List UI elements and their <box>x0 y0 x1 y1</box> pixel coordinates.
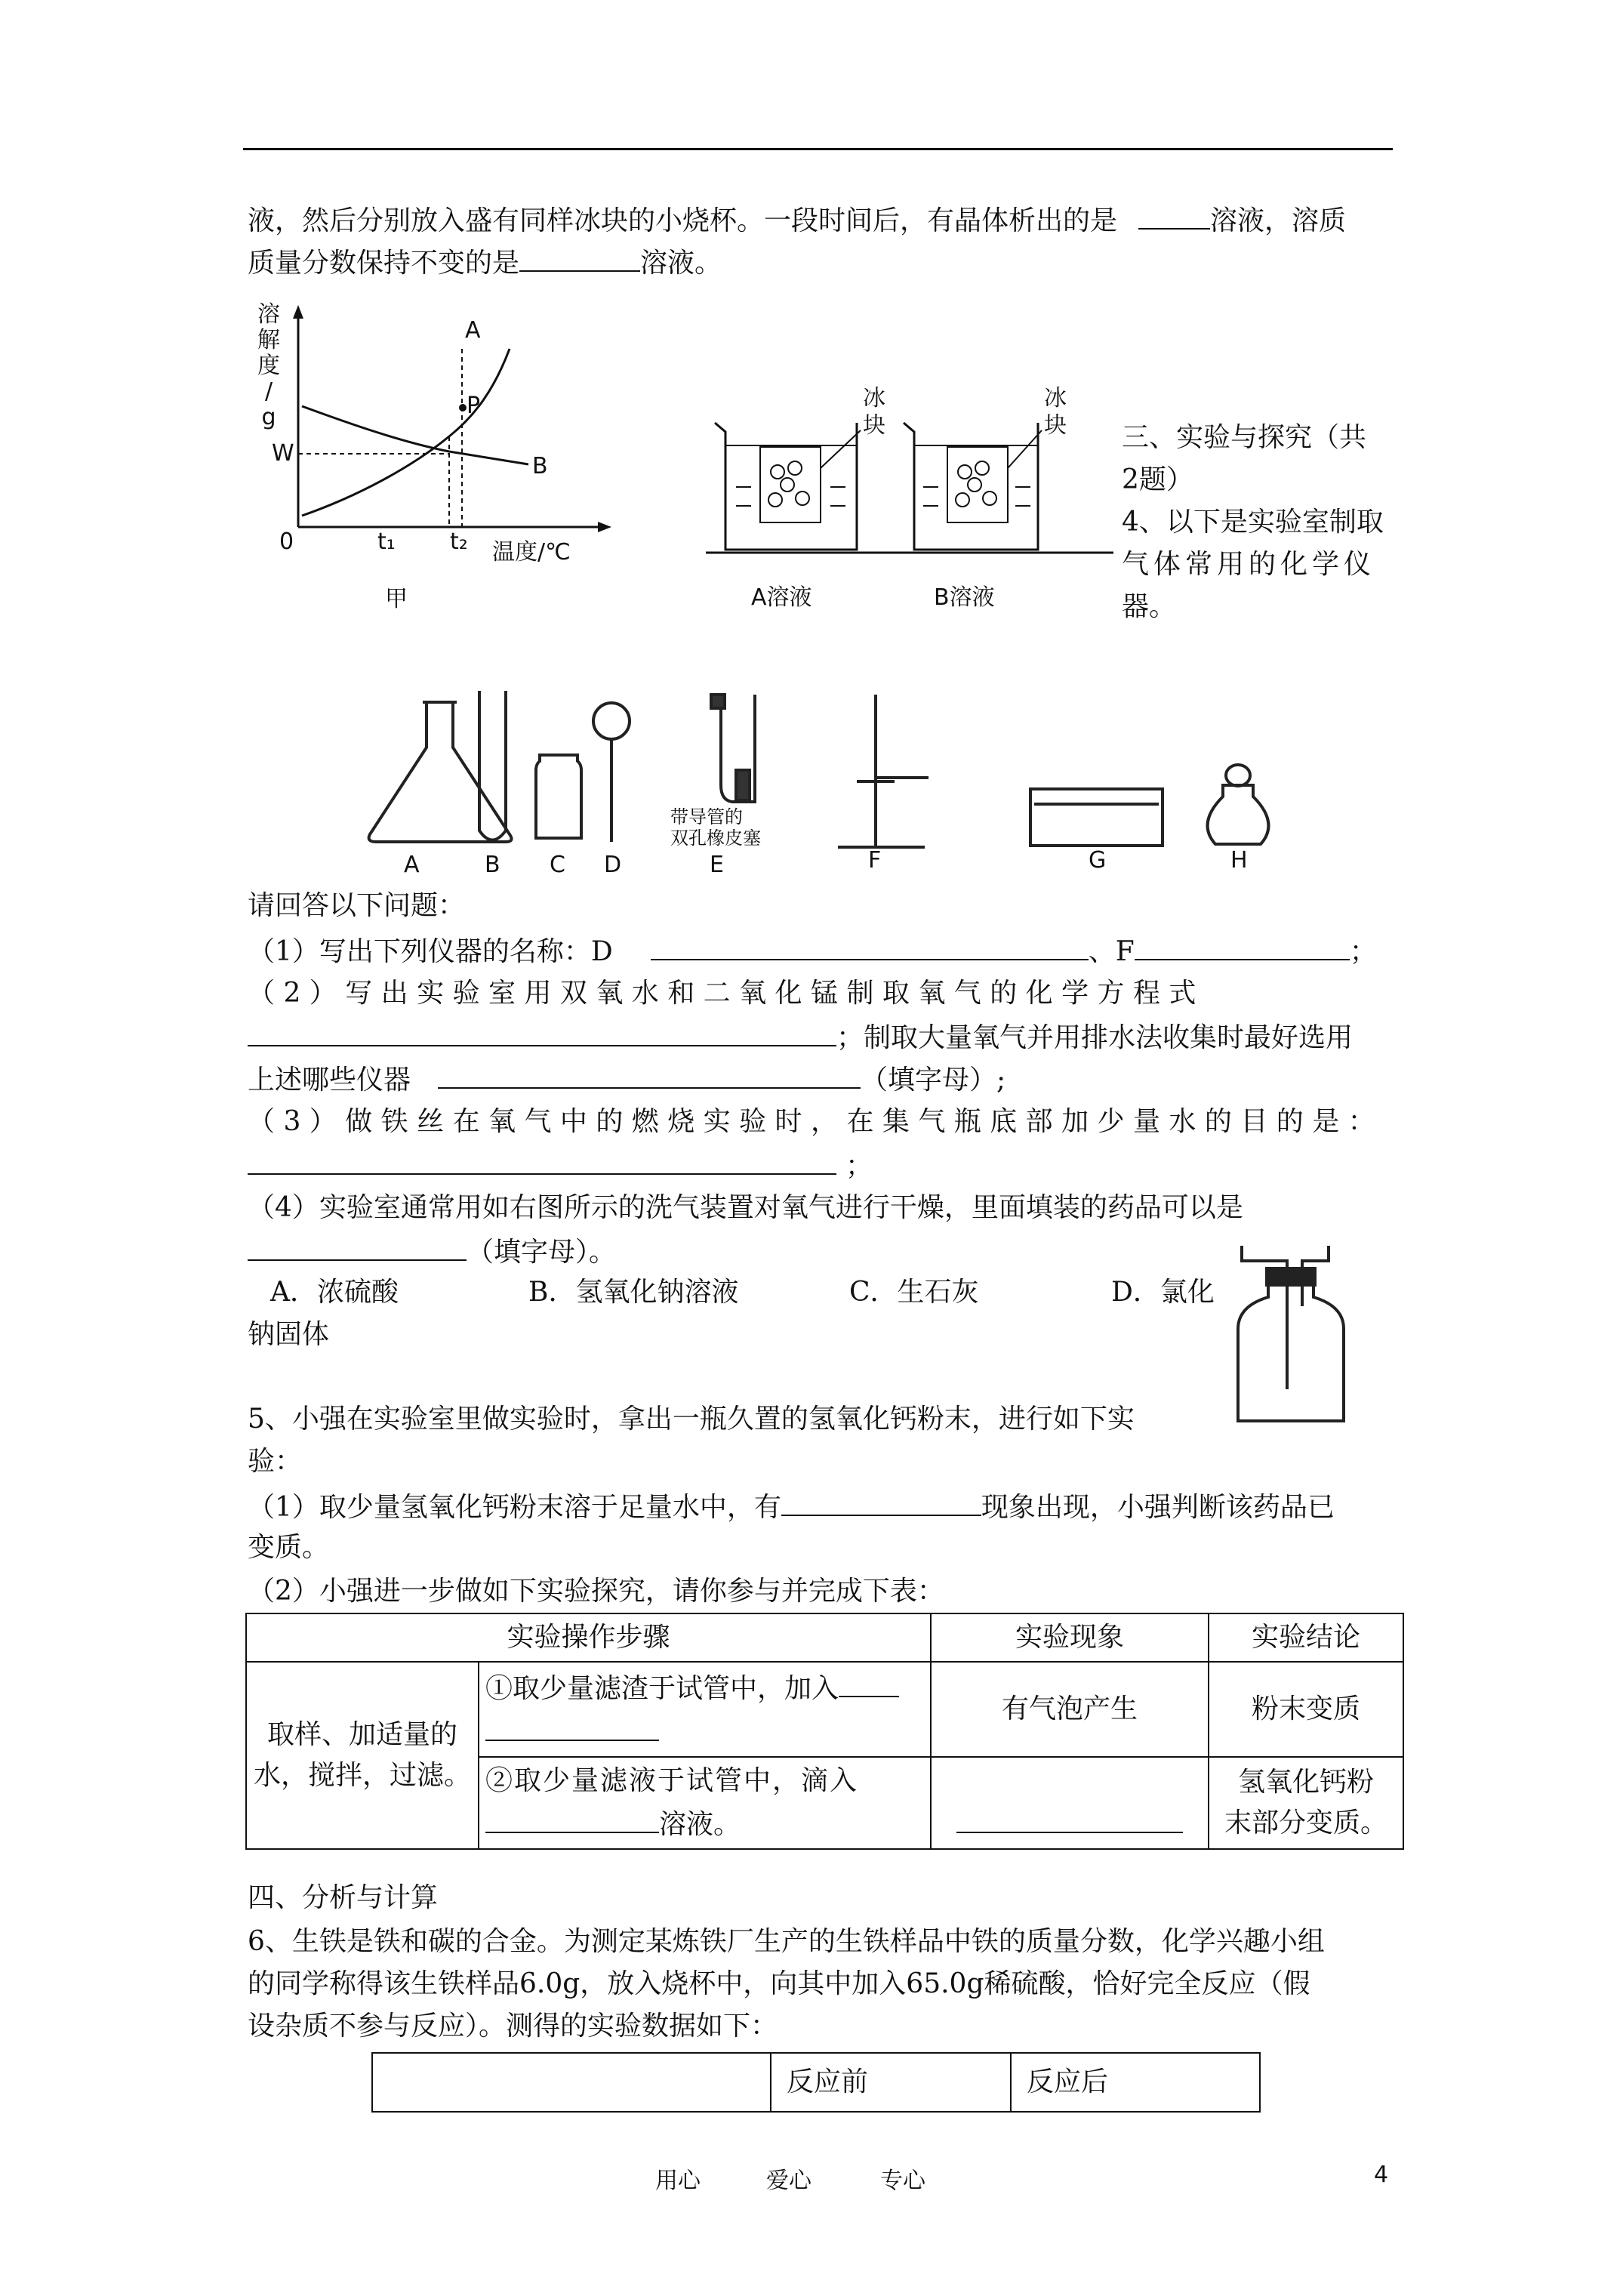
answer-blank-reagent-cont[interactable] <box>485 1709 659 1741</box>
q5-part1-line1: （1）取少量氢氧化钙粉末溶于足量水中，有 现象出现，小强判断该药品已 <box>248 1484 1335 1529</box>
answer-blank-phenomenon2[interactable] <box>956 1801 1183 1833</box>
instrument-label-f: F <box>868 847 882 874</box>
ice-label-b: 冰 块 <box>1044 385 1067 439</box>
q4-part3-line1: （ 3 ） 做 铁 丝 在 氧 气 中 的 燃 烧 实 验 时 ， 在 集 气 瓶 底 部 加 少 量 水 的 目 的 是 ： <box>248 1106 1375 1137</box>
point-p-label: P <box>467 393 481 419</box>
origin-label: 0 <box>279 529 294 555</box>
reaction-table-before: 反应前 <box>771 2053 1011 2112</box>
table-cell-conclusion1: 粉末变质 <box>1209 1662 1403 1757</box>
t1-label: t₁ <box>377 529 396 555</box>
footer-motto-3: 专心 <box>880 2168 925 2194</box>
q6-line-3: 设杂质不参与反应）。测得的实验数据如下： <box>248 2011 778 2042</box>
table-cell-phenomenon1: 有气泡产生 <box>931 1662 1209 1757</box>
instruments-svg <box>355 680 1291 876</box>
x-axis-label: 温度/℃ <box>492 539 571 566</box>
q6-line-1: 6、生铁是铁和碳的合金。为测定某炼铁厂生产的生铁样品中铁的质量分数，化学兴趣小组 <box>248 1926 1325 1957</box>
gas-washing-bottle-svg <box>1230 1246 1351 1427</box>
answer-blank[interactable] <box>519 240 640 272</box>
reaction-data-table <box>371 2052 1261 2113</box>
funnel <box>593 703 630 842</box>
page-number: 4 <box>1374 2162 1389 2188</box>
instrument-label-b: B <box>485 852 500 878</box>
instrument-label-e: E <box>710 852 724 878</box>
curve-a-label: A <box>465 317 481 344</box>
instrument-label-h: H <box>1230 847 1248 874</box>
water-trough <box>1030 789 1163 846</box>
table-cell-sampling: 取样、加适量的 水，搅拌，过滤。 <box>246 1662 479 1849</box>
q4-part2-line3: 上述哪些仪器 （填字母）; <box>248 1057 1006 1102</box>
q4-option-c: C．生石灰 <box>849 1277 979 1308</box>
table-header-phenomenon: 实验现象 <box>931 1613 1209 1662</box>
t2-label: t₂ <box>450 529 468 555</box>
beaker-b-caption: B溶液 <box>934 584 995 611</box>
q4-part2-line1: （ 2 ） 写 出 实 验 室 用 双 氧 水 和 二 氧 化 锰 制 取 氧 气 的 化 学 方 程 式 <box>248 978 1196 1009</box>
answer-blank-d[interactable] <box>651 929 1089 960</box>
q4-intro-3: 器。 <box>1122 591 1177 622</box>
point-p-marker <box>459 404 467 411</box>
reaction-table-corner <box>372 2053 771 2112</box>
answer-blank[interactable] <box>1138 198 1210 230</box>
answer-blank-reagent[interactable] <box>839 1666 899 1697</box>
curve-a-line <box>302 349 510 516</box>
q4-part4-line2: （填字母）。 <box>248 1229 616 1274</box>
answer-blank-purpose[interactable] <box>248 1143 836 1175</box>
curve-b-label: B <box>532 453 548 479</box>
beakers-figure <box>706 385 1113 619</box>
q4-part2-line2: ；制取大量氧气并用排水法收集时最好选用 <box>248 1015 1353 1059</box>
q4-part4-line1: （4）实验室通常用如右图所示的洗气装置对氧气进行干燥，里面填装的药品可以是 <box>248 1192 1243 1223</box>
solubility-graph <box>249 302 627 619</box>
answer-blank-instruments[interactable] <box>438 1057 861 1089</box>
q4-option-b: B．氢氧化钠溶液 <box>528 1277 739 1308</box>
section3-title-2: 2题） <box>1122 464 1193 495</box>
section4-title: 四、分析与计算 <box>248 1882 439 1913</box>
answer-blank-phenomenon[interactable] <box>781 1484 981 1516</box>
experiment-table <box>245 1613 1404 1850</box>
graph-caption: 甲 <box>385 586 408 612</box>
y-axis-label: 溶 解 度 / g <box>257 301 280 430</box>
q4-intro-2: 气体常用的化学仪 <box>1122 549 1376 580</box>
q4-intro-1: 4、以下是实验室制取 <box>1122 507 1384 538</box>
w-label: W <box>272 440 294 467</box>
answer-blank-equation[interactable] <box>248 1015 836 1046</box>
instrument-label-d: D <box>604 852 622 878</box>
alcohol-lamp <box>1208 765 1269 844</box>
q4-option-a: A．浓硫酸 <box>270 1277 399 1308</box>
stopper-tube <box>711 695 755 802</box>
footer-motto-1: 用心 <box>655 2168 701 2194</box>
iron-stand <box>838 695 929 847</box>
erlenmeyer-flask <box>369 702 512 842</box>
q5-intro-1: 5、小强在实验室里做实验时，拿出一瓶久置的氢氧化钙粉末，进行如下实 <box>248 1404 1135 1435</box>
beaker-a <box>715 423 861 550</box>
table-header-steps: 实验操作步骤 <box>246 1613 931 1662</box>
gas-washing-bottle <box>1230 1246 1351 1427</box>
curve-b-line <box>302 406 528 464</box>
gas-bottle <box>536 755 581 838</box>
instrument-label-c: C <box>550 852 565 878</box>
q4-part3-line2: ； <box>248 1143 873 1188</box>
ice-label-a: 冰 块 <box>863 385 885 439</box>
table-cell-step1: ①取少量滤渣于试管中，加入 <box>479 1662 931 1757</box>
q5-intro-2: 验： <box>248 1446 303 1477</box>
q3-line-2: 质量分数保持不变的是 溶液。 <box>248 240 722 285</box>
beaker-b <box>904 423 1042 550</box>
table-cell-phenomenon2 <box>931 1757 1209 1849</box>
q6-line-2: 的同学称得该生铁样品6.0g，放入烧杯中，向其中加入65.0g稀硫酸，恰好完全反应（假 <box>248 1968 1310 1999</box>
answer-blank-drying[interactable] <box>248 1229 467 1261</box>
answer-blank-solution[interactable] <box>485 1801 659 1833</box>
q5-part2: （2）小强进一步做如下实验探究，请你参与并完成下表： <box>248 1576 944 1607</box>
footer-motto-2: 爱心 <box>766 2168 812 2194</box>
reaction-table-after: 反应后 <box>1011 2053 1260 2112</box>
q4-prompt: 请回答以下问题： <box>248 890 466 921</box>
table-cell-conclusion2: 氢氧化钙粉 末部分变质。 <box>1209 1757 1403 1849</box>
test-tube <box>479 691 506 840</box>
answer-blank-f[interactable] <box>1135 929 1350 960</box>
header-rule <box>243 148 1393 150</box>
solubility-graph-svg <box>249 302 627 619</box>
beaker-a-caption: A溶液 <box>751 584 812 611</box>
table-header-conclusion: 实验结论 <box>1209 1613 1403 1662</box>
q3-line-1: 液，然后分别放入盛有同样冰块的小烧杯。一段时间后，有晶体析出的是 溶液，溶质 <box>248 198 1346 242</box>
q4-option-d: D．氯化 <box>1111 1277 1215 1308</box>
instrument-e-caption: 带导管的 双孔橡皮塞 <box>670 806 761 849</box>
instruments-figure <box>355 680 1291 876</box>
q4-part1: （1）写出下列仪器的名称：D 、F ； <box>248 929 1377 973</box>
q5-part1-line2: 变质。 <box>248 1532 330 1563</box>
q4-option-d-cont: 钠固体 <box>248 1319 330 1350</box>
instrument-label-g: G <box>1089 847 1107 874</box>
instrument-label-a: A <box>404 852 420 878</box>
table-cell-step2: ②取少量滤液于试管中，滴入 溶液。 <box>479 1757 931 1849</box>
section3-title-1: 三、实验与探究（共 <box>1122 422 1367 453</box>
